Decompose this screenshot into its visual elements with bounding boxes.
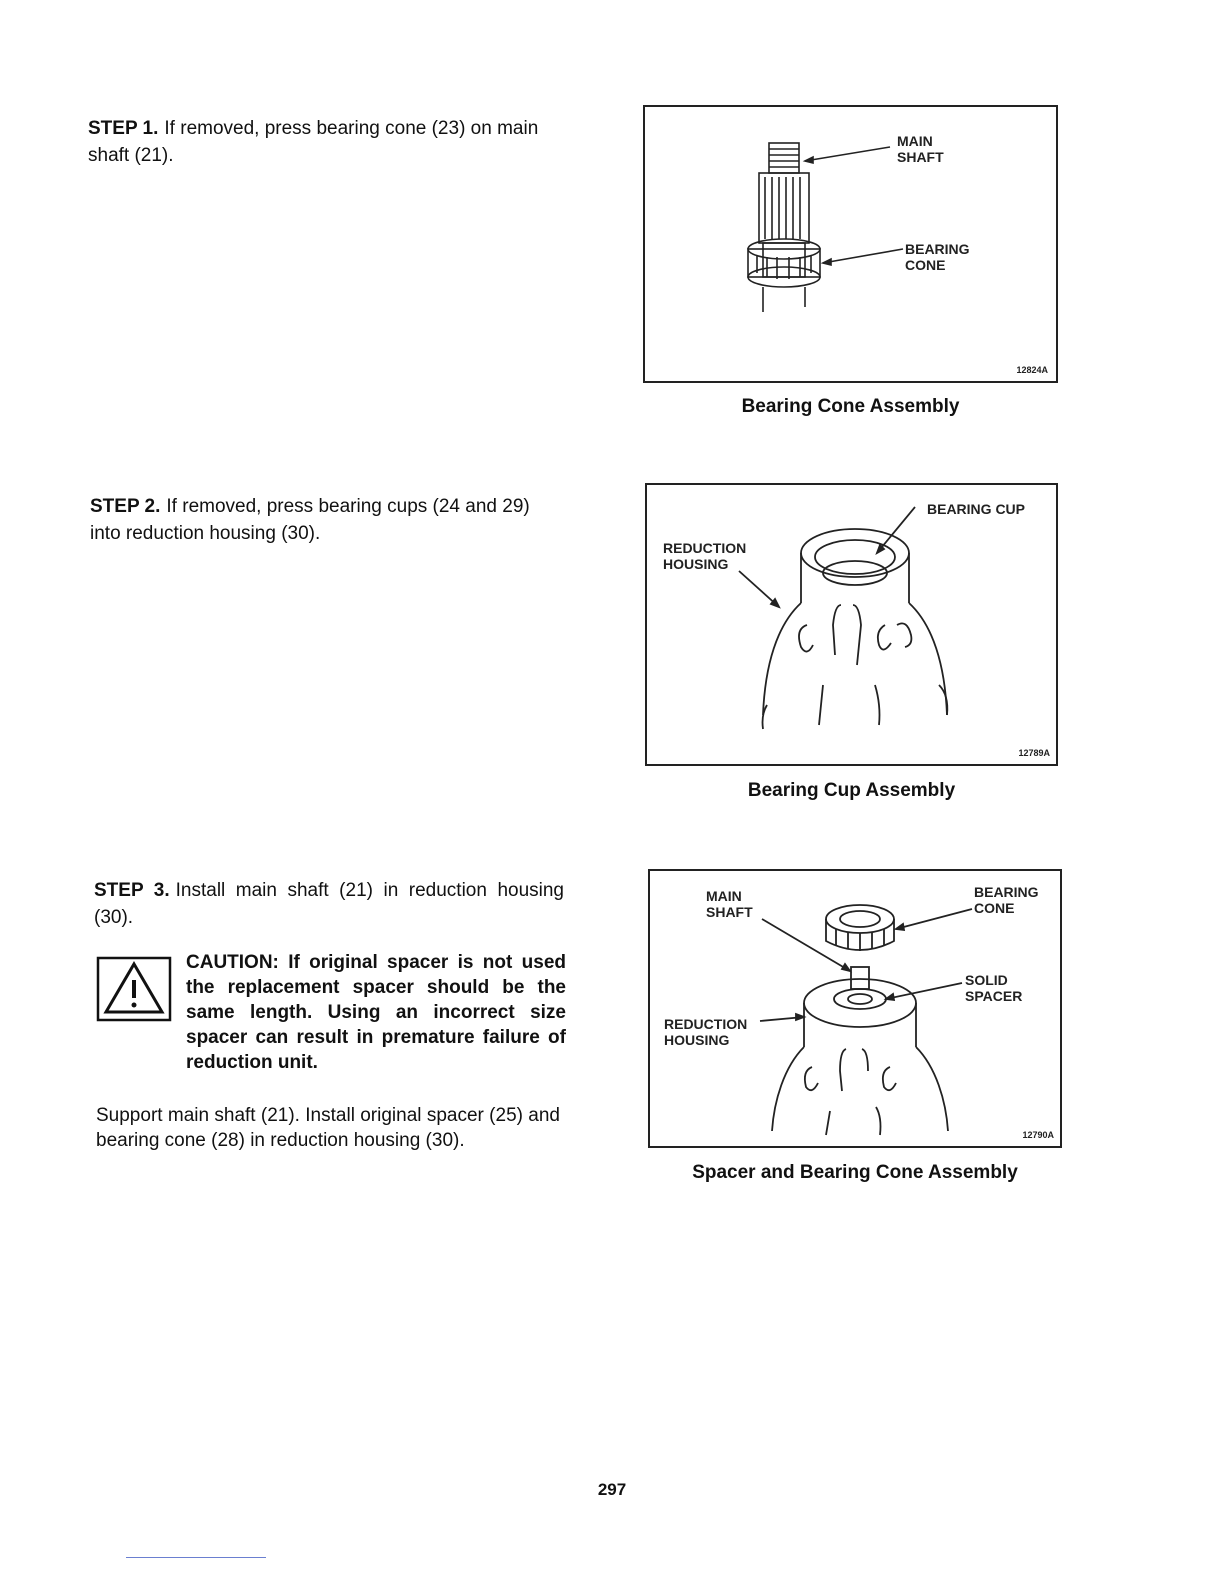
step-1-label: STEP 1. <box>88 118 159 139</box>
main-shaft-callout-3: MAIN SHAFT <box>706 888 753 920</box>
step-3-text: Install main shaft (21) in reduction housing (30). <box>94 880 564 928</box>
step-2-text: If removed, press bearing cups (24 and 29) into reduction housing (30). <box>90 496 530 544</box>
step-1-paragraph <box>88 115 558 169</box>
figure-2-code: 12789A <box>1018 748 1050 758</box>
step-3-paragraph <box>94 877 564 931</box>
solid-spacer-callout: SOLID SPACER <box>965 972 1023 1004</box>
page-number: 297 <box>597 1480 627 1499</box>
figure-3-caption: Spacer and Bearing Cone Assembly <box>692 1162 1018 1183</box>
main-shaft-callout: MAIN SHAFT <box>897 133 944 165</box>
bearing-cone-callout: BEARING CONE <box>905 241 970 273</box>
step-2-label: STEP 2. <box>90 496 161 517</box>
caution-warning-icon <box>96 956 172 1022</box>
bottom-rule <box>126 1557 266 1558</box>
caution-text: CAUTION: If original spacer is not used the replacement spacer should be the same length. Using an incorrect size spacer can result in premature failure of reduction unit. <box>186 952 566 1073</box>
figure-3-code: 12790A <box>1022 1130 1054 1140</box>
figure-bearing-cone <box>643 105 1058 383</box>
figure-2-caption: Bearing Cup Assembly <box>747 780 956 801</box>
figure-1-code: 12824A <box>1016 365 1048 375</box>
reduction-housing-bearing-cup-drawing <box>647 485 1056 764</box>
step-2-paragraph <box>90 493 560 547</box>
main-shaft-bearing-cone-drawing <box>645 107 1056 381</box>
support-paragraph: Support main shaft (21). Install original spacer (25) and bearing cone (28) in reduction housing (30). <box>96 1105 560 1151</box>
figure-spacer-bearing-cone <box>648 869 1062 1148</box>
reduction-housing-callout-3: REDUCTION HOUSING <box>664 1016 748 1048</box>
step-3-label: STEP 3. <box>94 880 170 901</box>
reduction-housing-callout: REDUCTION HOUSING <box>663 540 747 572</box>
bearing-cone-callout-3: BEARING CONE <box>974 884 1039 916</box>
figure-1-caption: Bearing Cone Assembly <box>741 396 960 417</box>
bearing-cup-callout: BEARING CUP <box>927 501 1026 517</box>
step-1-text: If removed, press bearing cone (23) on main shaft (21). <box>88 118 539 166</box>
figure-bearing-cup <box>645 483 1058 766</box>
